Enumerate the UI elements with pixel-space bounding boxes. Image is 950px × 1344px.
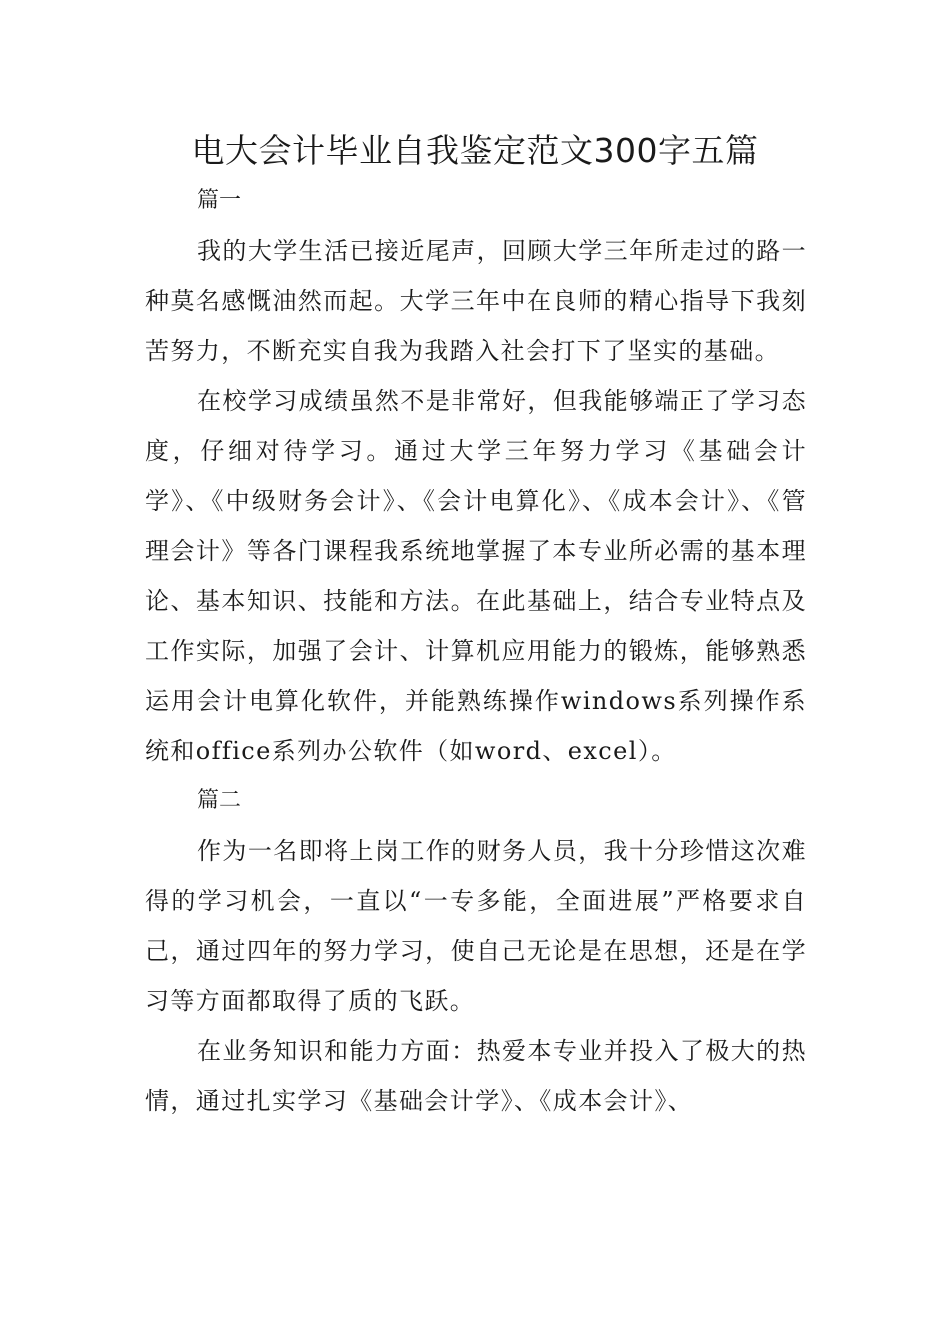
document-title: 电大会计毕业自我鉴定范文300字五篇 [191,131,759,170]
section-label-1: 篇一 [197,188,242,213]
section-label-2: 篇二 [197,788,242,813]
document-body [145,176,807,1126]
paragraph: 在校学习成绩虽然不是非常好，但我能够端正了学习态度，仔细对待学习。通过大学三年努力学习《基础会计学》、《中级财务会计》、《会计电算化》、《成本会计》、《管理会计》等各门课程我系统地掌握了本专业所必需的基本理论、基本知识、技能和方法。在此基础上，结合专业特点及工作实际，加强了会计、计算机应用能力的锻炼，能够熟悉运用会计电算化软件，并能熟练操作windows系列操作系统和office系列办公软件（如word、excel）。 [145,387,807,765]
paragraph: 作为一名即将上岗工作的财务人员，我十分珍惜这次难得的学习机会，一直以“一专多能，全面进展”严格要求自己，通过四年的努力学习，使自己无论是在思想，还是在学习等方面都取得了质的飞跃。 [145,837,807,1015]
paragraph: 我的大学生活已接近尾声，回顾大学三年所走过的路一种莫名感慨油然而起。大学三年中在良师的精心指导下我刻苦努力，不断充实自我为我踏入社会打下了坚实的基础。 [145,237,807,365]
paragraph: 在业务知识和能力方面：热爱本专业并投入了极大的热情，通过扎实学习《基础会计学》、《成本会计》、 [145,1037,807,1115]
